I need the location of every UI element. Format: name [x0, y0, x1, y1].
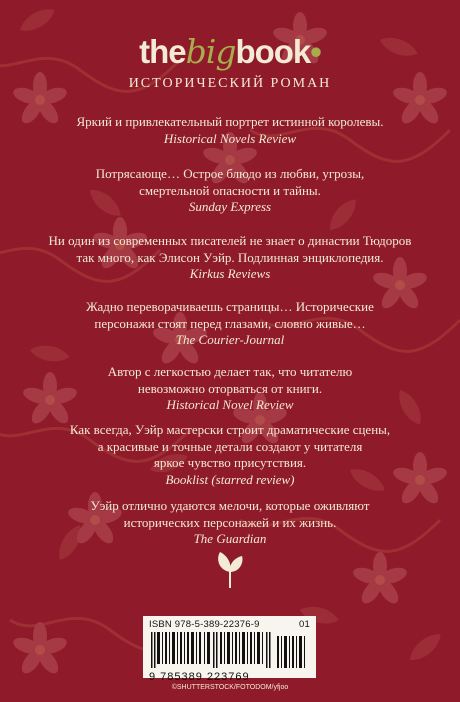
- review-quote: [20, 299, 440, 349]
- isbn-addon: 01: [299, 619, 310, 630]
- quote-source: Historical Novel Review: [166, 397, 294, 412]
- quote-line: яркое чувство присутствия.: [153, 455, 307, 470]
- quote-line: Потрясающе… Острое блюдо из любви, угрозы,: [95, 166, 365, 181]
- image-credit: ©SHUTTERSTOCK/FOTODOM/yfjoo: [171, 684, 289, 691]
- quote-source: Sunday Express: [188, 199, 272, 214]
- isbn-text: ISBN 978-5-389-22376-9: [149, 619, 260, 630]
- quote-line: Ни один из современных писателей не знает о династии Тюдоров: [48, 233, 412, 248]
- barcode-bars: [149, 632, 309, 668]
- review-quote: [20, 422, 440, 488]
- quote-source: Historical Novels Review: [163, 130, 297, 146]
- logo-dot: •: [310, 33, 321, 70]
- review-quote: [20, 114, 440, 147]
- quote-line: а красивые и точные детали создают у читателя: [97, 438, 363, 454]
- quote-line: смертельной опасности и тайны.: [139, 182, 321, 198]
- isbn-barcode: [143, 616, 316, 683]
- leaf-emblem-icon: [214, 548, 246, 590]
- review-quote: [20, 166, 440, 216]
- logo-part-the: the: [139, 33, 186, 70]
- quote-line: так много, как Элисон Уэйр. Подлинная энциклопедия.: [76, 249, 384, 265]
- quote-line: Яркий и привлекательный портрет истинной королевы.: [76, 114, 384, 129]
- quote-line: Автор с легкостью делает так, что читателю: [107, 364, 353, 379]
- quote-line: Как всегда, Уэйр мастерски строит драматические сцены,: [69, 422, 391, 437]
- quote-line: Жадно переворачиваешь страницы… Исторические: [86, 299, 374, 314]
- quote-source: Kirkus Reviews: [189, 266, 271, 281]
- quote-line: Уэйр отлично удаются мелочи, которые оживляют: [90, 498, 370, 513]
- quote-line: невозможно оторваться от книги.: [137, 380, 323, 396]
- logo-part-big: big: [185, 32, 236, 71]
- review-quote: [20, 498, 440, 548]
- review-quote: [20, 233, 440, 283]
- quote-source: Booklist (starred review): [165, 471, 295, 487]
- publisher-logo: [0, 34, 460, 70]
- review-quote: [20, 364, 440, 414]
- quote-line: персонажи стоят перед глазами, словно живые…: [94, 315, 366, 331]
- series-subtitle: ИСТОРИЧЕСКИЙ РОМАН: [128, 76, 332, 91]
- quote-source: The Guardian: [193, 531, 267, 546]
- quote-line: исторических персонажей и их жизнь.: [123, 514, 337, 530]
- logo-part-book: book: [235, 33, 311, 70]
- barcode-digits: 9 785389 223769: [149, 671, 250, 683]
- quote-source: The Courier-Journal: [175, 332, 285, 347]
